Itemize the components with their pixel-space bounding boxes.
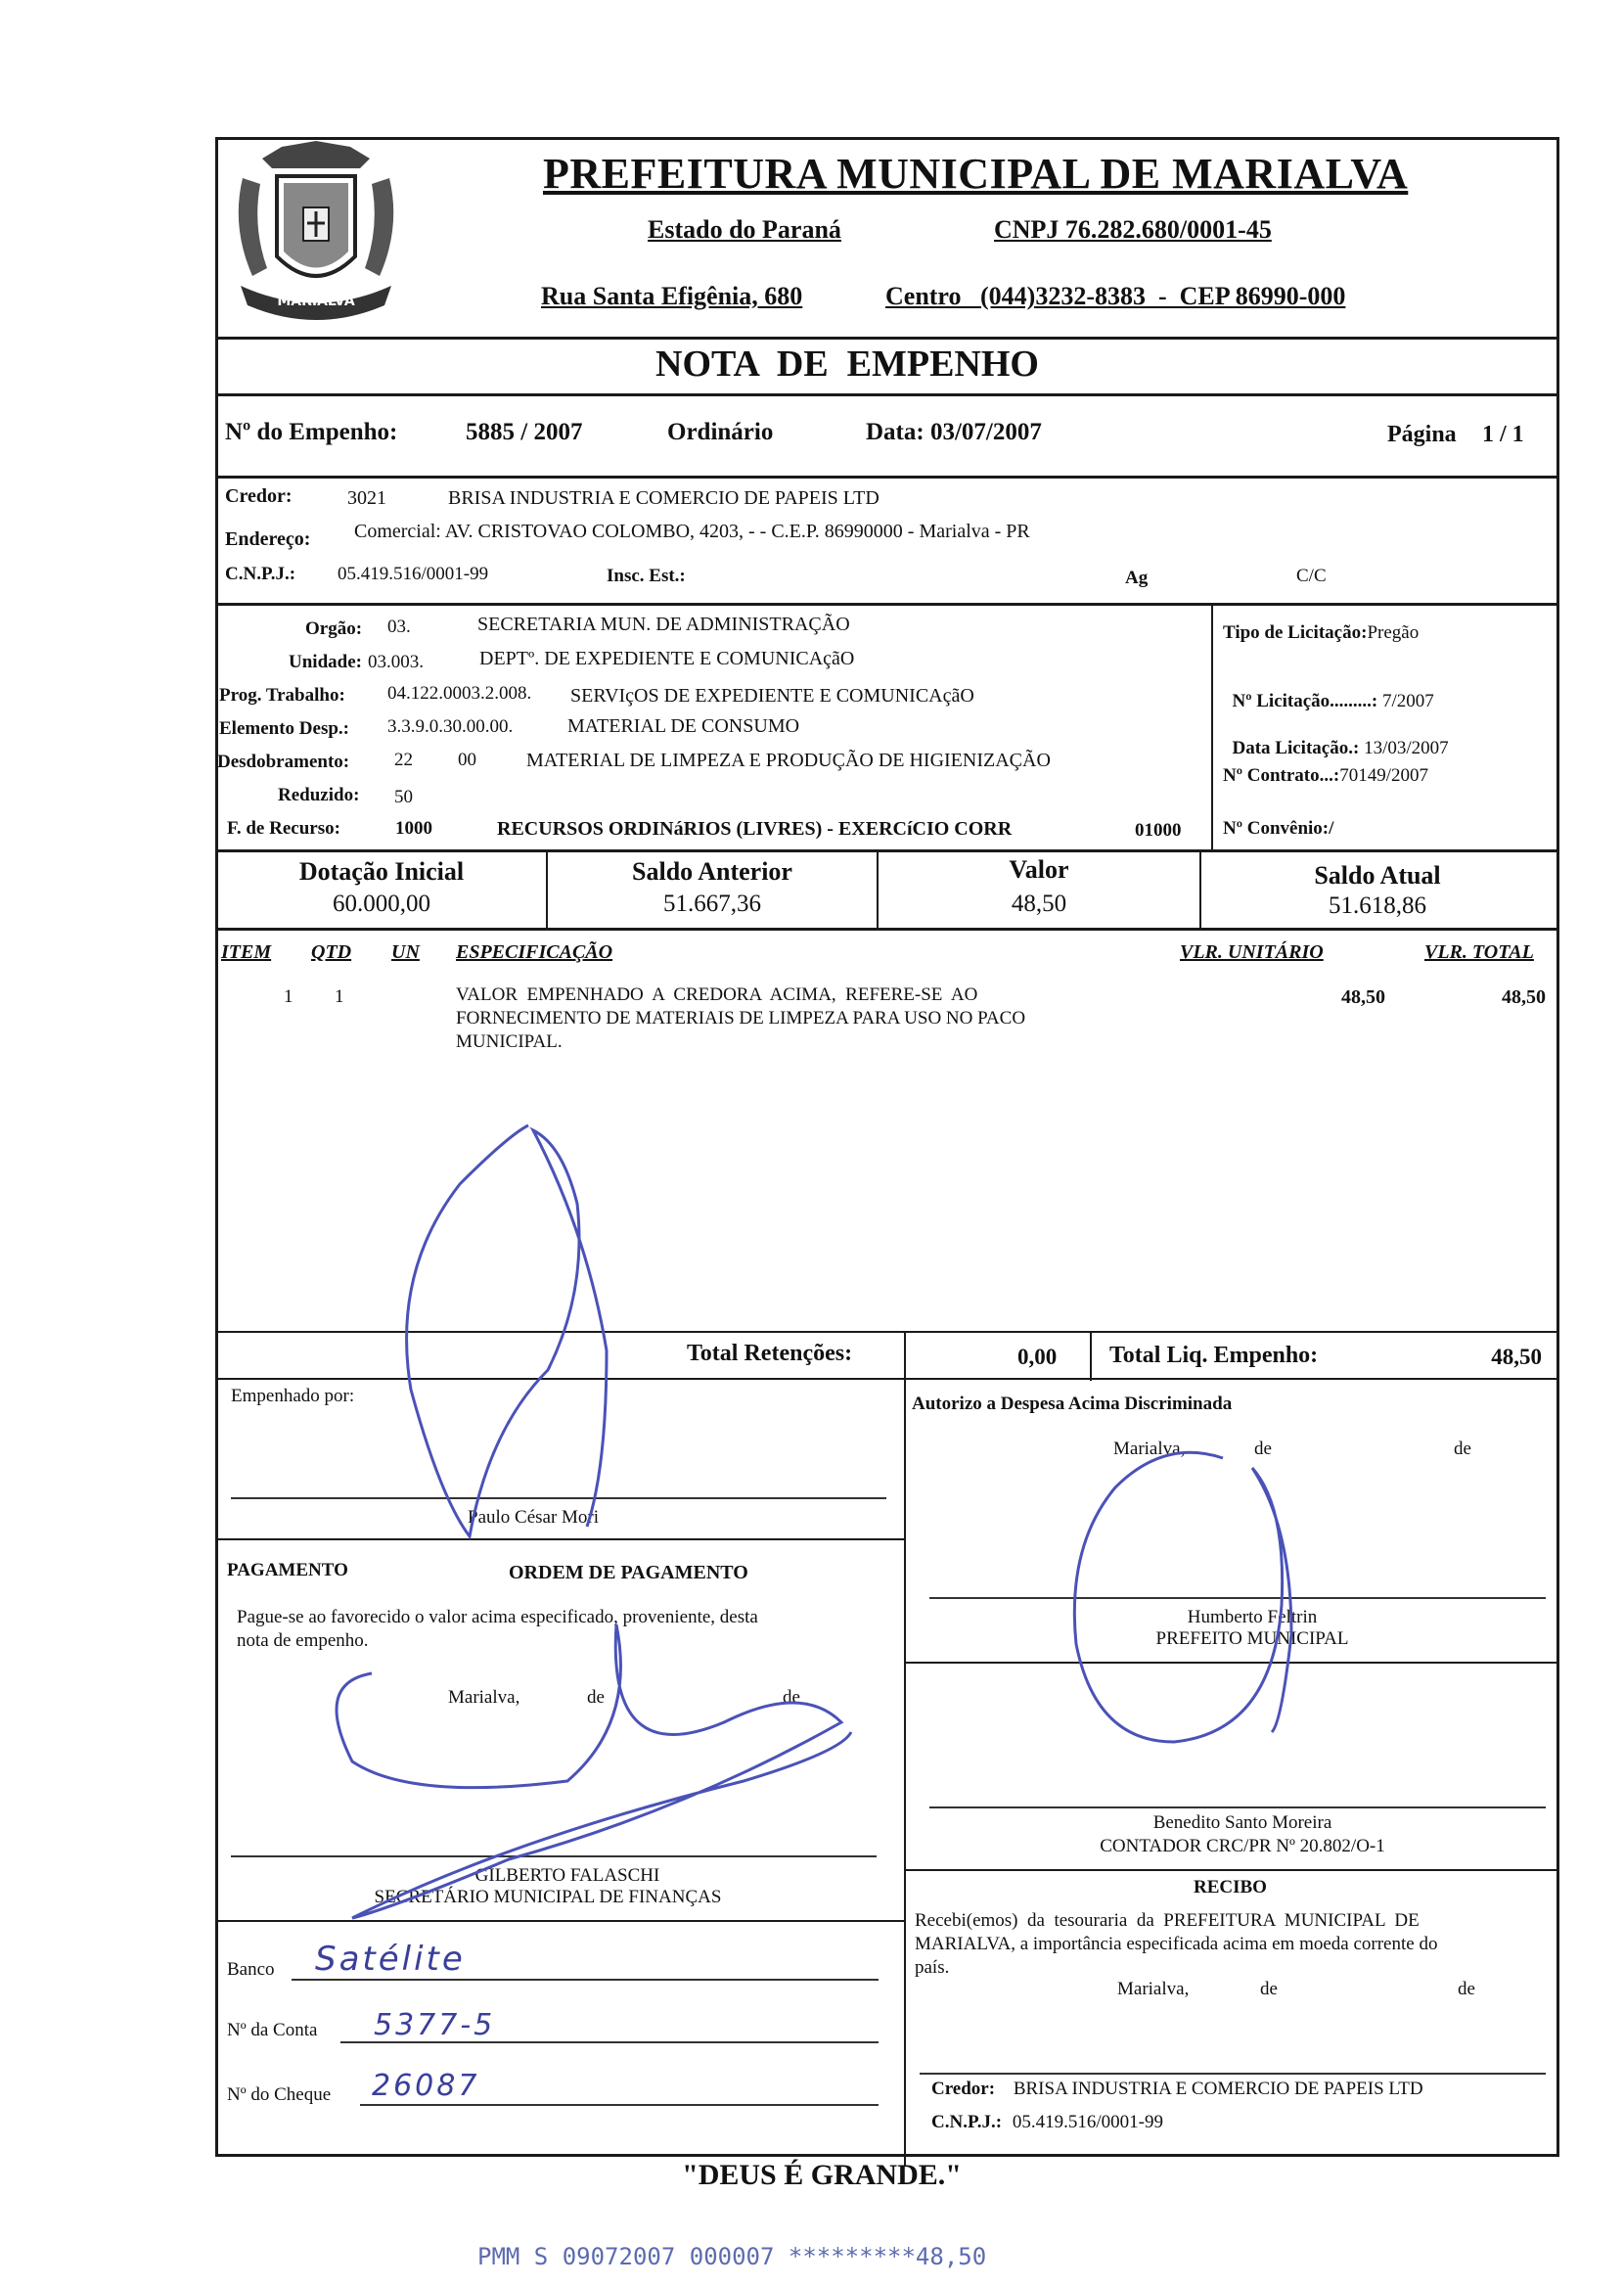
endereco-value: Comercial: AV. CRISTOVAO COLOMBO, 4203, - - C.E.P. 86990000 - Marialva - PR [354,521,1030,542]
licitacao-contrato [1223,765,1428,787]
header-address: Rua Santa Efigênia, 680 [541,282,803,310]
divider [906,1869,1556,1871]
crest-text: MARIALVA [277,294,355,309]
elem-code: 3.3.9.0.30.00.00. [387,716,514,737]
desd-code2: 00 [458,750,476,770]
licitacao-contrato-label: Nº Contrato...: [1223,765,1340,786]
contador-name: Benedito Santo Moreira [1152,1812,1332,1833]
reduzido-value: 50 [394,787,413,807]
ordem-pagamento-label: ORDEM DE PAGAMENTO [509,1562,748,1583]
orgao-code: 03. [387,617,411,637]
recibo-credor-label: Credor: [931,2079,996,2099]
page-number: 1 / 1 [1482,422,1524,447]
cc-label: C/C [1296,566,1327,586]
recurso-desc: RECURSOS ORDINáRIOS (LIVRES) - EXERCíCIO CORR [497,818,1013,840]
licitacao-data-value: 13/03/2007 [1364,738,1449,758]
liquido-label: Total Liq. Empenho: [1109,1343,1319,1368]
col-item: ITEM [221,941,272,963]
licitacao-numero-value: 7/2007 [1382,691,1434,711]
cheque-label: Nº do Cheque [227,2084,332,2105]
retencoes-value: 0,00 [1017,1345,1058,1369]
pagamento-de1: de [587,1687,605,1708]
credor-label: Credor: [225,485,293,507]
recurso-code: 1000 [395,818,432,839]
banco-label: Banco [227,1959,275,1980]
document-title: NOTA DE EMPENHO [655,343,1039,385]
credor-code: 3021 [347,487,386,509]
header-state: Estado do Paraná [648,215,841,244]
recibo-label: RECIBO [1194,1877,1267,1897]
item-number: 1 [284,986,293,1007]
item-vlr-total: 48,50 [1502,986,1546,1008]
empenho-label: Nº do Empenho: [225,419,398,445]
valor-label: Valor [1009,855,1069,884]
signature-line [231,1497,886,1499]
recibo-line2: MARIALVA, a importância especificada acima em moeda corrente do [915,1934,1438,1954]
divider [215,1331,1556,1333]
recibo-de2: de [1458,1979,1475,1999]
pagamento-text-line1: Pague-se ao favorecido o valor acima especificado, proveniente, desta [237,1607,758,1627]
empenho-number: 5885 / 2007 [466,419,583,445]
saldo-atual-label: Saldo Atual [1314,861,1441,890]
recibo-line1: Recebi(emos) da tesouraria da PREFEITURA MUNICIPAL DE [915,1910,1420,1931]
cheque-line [360,2104,879,2106]
elem-desc: MATERIAL DE CONSUMO [567,715,800,737]
divider [1211,604,1213,850]
licitacao-convenio: Nº Convênio:/ [1223,818,1334,839]
retencoes-label: Total Retenções: [687,1341,853,1366]
footer-stamp: PMM S 09072007 000007 *********48,50 [477,2243,987,2270]
col-vlr-total: VLR. TOTAL [1424,941,1534,963]
recibo-cnpj-value: 05.419.516/0001-99 [1012,2112,1163,2132]
licitacao-tipo-label: Tipo de Licitação: [1223,622,1368,643]
recibo-credor [931,2079,1423,2100]
header-title: PREFEITURA MUNICIPAL DE MARIALVA [543,150,1409,198]
conta-label: Nº da Conta [227,2020,318,2040]
cnpj-label: C.N.P.J.: [225,564,296,584]
divider [215,1538,906,1540]
orgao-label: Orgão: [305,618,363,639]
footer-motto: "DEUS É GRANDE." [682,2159,962,2191]
prefeito-name: Humberto Feltrin [1187,1607,1318,1627]
item-vlr-unit: 48,50 [1341,986,1385,1008]
col-qtd: QTD [311,941,352,963]
item-qtd: 1 [335,986,344,1007]
cheque-value: 26087 [372,2069,480,2103]
prog-code: 04.122.0003.2.008. [387,683,532,704]
licitacao-data-label: Data Licitação.: [1232,738,1365,758]
saldo-anterior-value: 51.667,36 [663,891,761,917]
endereco-label: Endereço: [225,528,311,550]
item-desc-line2: FORNECIMENTO DE MATERIAIS DE LIMPEZA PARA USO NO PACO [456,1008,1026,1029]
col-especificacao: ESPECIFICAÇÃO [456,941,613,963]
desd-label: Desdobramento: [217,752,350,772]
page-label: Página [1387,422,1457,447]
divider [215,849,1556,852]
autorizo-de1: de [1254,1439,1272,1459]
licitacao-data [1223,716,1449,759]
signature-line [231,1855,877,1857]
prog-label: Prog. Trabalho: [219,685,345,706]
unidade-code: 03.003. [368,652,424,672]
header-contact: Centro (044)3232-8383 - CEP 86990-000 [885,282,1346,310]
divider [1090,1332,1092,1381]
cnpj-value: 05.419.516/0001-99 [338,564,489,584]
prog-desc: SERVIçOS DE EXPEDIENTE E COMUNICAçãO [570,685,974,707]
elem-label: Elemento Desp.: [219,718,349,739]
recibo-credor-name: BRISA INDUSTRIA E COMERCIO DE PAPEIS LTD [1013,2079,1423,2099]
contador-title: CONTADOR CRC/PR Nº 20.802/O-1 [1100,1836,1385,1856]
header-cnpj: CNPJ 76.282.680/0001-45 [994,215,1272,244]
divider [215,1378,1556,1380]
secretario-title: SECRETÁRIO MUNICIPAL DE FINANÇAS [374,1887,722,1907]
saldo-atual-value: 51.618,86 [1329,892,1426,919]
autorizo-de2: de [1454,1439,1471,1459]
divider [215,393,1556,396]
pagamento-de2: de [783,1687,800,1708]
divider [906,1662,1556,1664]
pagamento-city: Marialva, [448,1687,520,1708]
banco-value: Satélite [315,1940,466,1979]
empenho-type: Ordinário [667,419,774,445]
recibo-de1: de [1260,1979,1278,1999]
pagamento-text-line2: nota de empenho. [237,1630,369,1651]
credor-name: BRISA INDUSTRIA E COMERCIO DE PAPEIS LTD [448,487,880,509]
valor-value: 48,50 [1011,891,1067,917]
unidade-label: Unidade: [289,652,362,672]
licitacao-numero-label: Nº Licitação.........: [1232,691,1382,711]
licitacao-tipo-value: Pregão [1367,622,1420,643]
item-desc-line3: MUNICIPAL. [456,1031,563,1052]
recurso-code2: 01000 [1135,820,1182,841]
insc-label: Insc. Est.: [607,566,686,586]
empenho-date: Data: 03/07/2007 [866,419,1042,445]
table-row [215,979,1554,1067]
pagamento-label: PAGAMENTO [227,1560,348,1580]
empenhado-label: Empenhado por: [231,1386,355,1406]
signature-line [920,2073,1546,2075]
signature-line [929,1597,1546,1599]
divider [215,603,1556,606]
secretario-name: GILBERTO FALASCHI [474,1865,660,1886]
unidade-desc: DEPTº. DE EXPEDIENTE E COMUNICAçãO [479,648,855,669]
liquido-value: 48,50 [1491,1345,1542,1369]
divider [215,1920,906,1922]
desd-code: 22 [394,750,413,770]
empenhado-signer: Paulo César Mori [468,1507,600,1528]
signature-line [929,1806,1546,1808]
licitacao-tipo [1223,622,1419,644]
licitacao-numero [1223,669,1434,712]
reduzido-label: Reduzido: [278,785,360,805]
licitacao-contrato-value: 70149/2007 [1339,765,1428,786]
recibo-cnpj [931,2112,1163,2133]
col-un: UN [391,941,420,963]
prefeito-title: PREFEITO MUNICIPAL [1155,1628,1349,1649]
municipal-crest [223,139,409,331]
desd-desc: MATERIAL DE LIMPEZA E PRODUÇÃO DE HIGIENIZAÇÃO [526,750,1051,771]
divider [215,337,1556,340]
dotacao-value: 60.000,00 [333,891,430,917]
autorizo-label: Autorizo a Despesa Acima Discriminada [912,1394,1233,1414]
banco-line [292,1979,879,1981]
saldo-anterior-label: Saldo Anterior [632,857,792,886]
recurso-label: F. de Recurso: [227,818,340,839]
orgao-desc: SECRETARIA MUN. DE ADMINISTRAÇÃO [477,614,850,635]
recibo-city: Marialva, [1117,1979,1190,1999]
col-vlr-unitario: VLR. UNITÁRIO [1180,941,1324,963]
recibo-line3: país. [915,1957,950,1978]
divider [215,476,1556,479]
recibo-cnpj-label: C.N.P.J.: [931,2112,1003,2132]
autorizo-city: Marialva, [1113,1439,1186,1459]
item-desc-line1: VALOR EMPENHADO A CREDORA ACIMA, REFERE-SE AO [456,984,978,1005]
dotacao-label: Dotação Inicial [298,857,465,886]
divider [904,1332,906,2166]
ag-label: Ag [1125,568,1149,588]
conta-value: 5377-5 [374,2008,496,2042]
divider [215,928,1556,931]
